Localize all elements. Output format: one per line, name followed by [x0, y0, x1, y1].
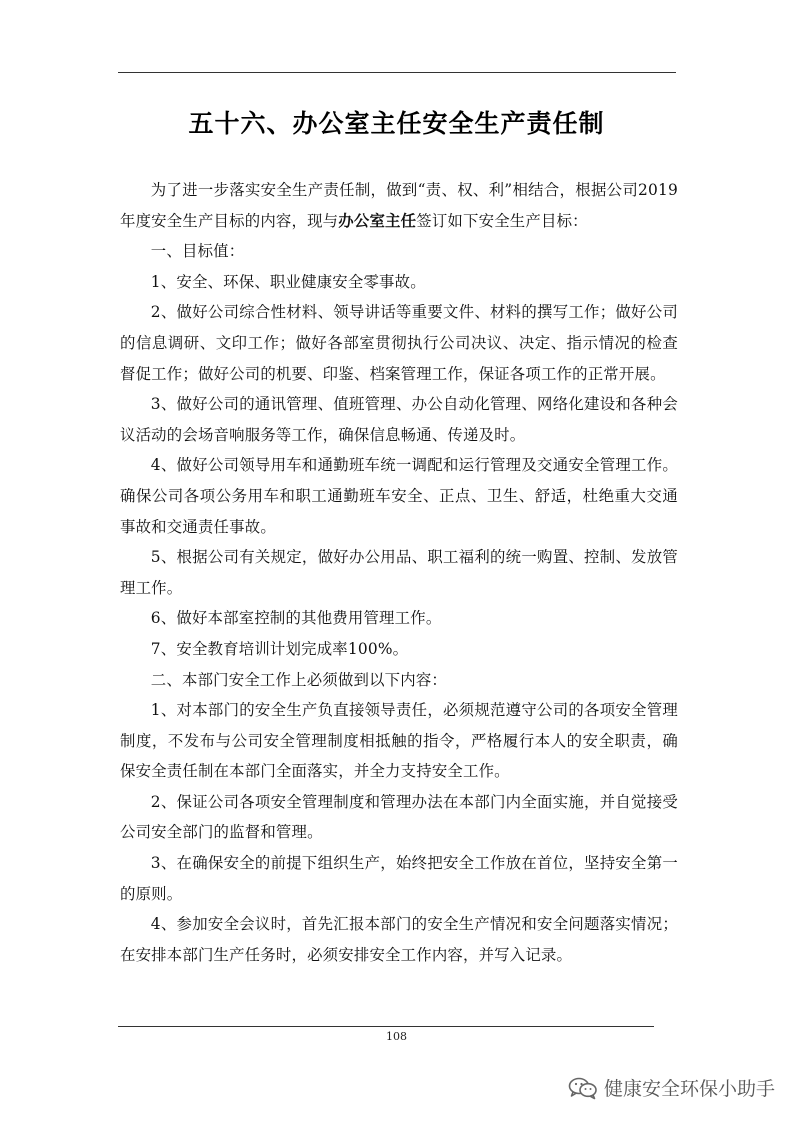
intro-text: 为了进一步落实安全生产责任制，做到“责、权、利”相结合，根据公司2019年度安全生产目标的内容，现与 — [120, 181, 678, 230]
requirement-item-2: 2、保证公司各项安全管理制度和管理办法在本部门内全面实施，并自觉接受公司安全部门的监督和管理。 — [120, 792, 678, 842]
wechat-icon — [568, 1076, 598, 1100]
document-body — [120, 175, 678, 970]
footer-rule — [118, 1026, 654, 1027]
intro-paragraph — [120, 175, 678, 236]
requirement-item-1: 1、对本部门的安全生产负直接领导责任，必须规范遵守公司的各项安全管理制度，不发布与公司安全管理制度相抵触的指令，严格履行本人的安全职责，确保安全责任制在本部门全面落实，并全力支持安全工作。 — [120, 701, 678, 781]
page-number: 108 — [386, 1030, 407, 1043]
target-item-1: 1、安全、环保、职业健康安全零事故。 — [150, 272, 426, 291]
section-heading-requirements: 二、本部门安全工作上必须做到以下内容： — [150, 670, 448, 689]
intro-text-end: 签订如下安全生产目标： — [416, 211, 588, 230]
target-item-7: 7、安全教育培训计划完成率100%。 — [150, 639, 409, 658]
watermark — [568, 1074, 775, 1101]
target-item-2: 2、做好公司综合性材料、领导讲话等重要文件、材料的撰写工作；做好公司的信息调研、文印工作；做好各部室贯彻执行公司决议、决定、指示情况的检查督促工作；做好公司的机要、印鉴、档案管理工作，保证各项工作的正常开展。 — [120, 303, 678, 383]
requirement-item-3: 3、在确保安全的前提下组织生产，始终把安全工作放在首位，坚持安全第一的原则。 — [120, 854, 678, 903]
header-rule — [118, 72, 676, 73]
watermark-text: 健康安全环保小助手 — [603, 1078, 775, 1100]
intro-bold-role: 办公室主任 — [338, 211, 417, 230]
document-title: 五十六、办公室主任安全生产责任制 — [188, 109, 605, 138]
requirement-item-4: 4、参加安全会议时，首先汇报本部门的安全生产情况和安全问题落实情况；在安排本部门生产任务时，必须安排安全工作内容，并写入记录。 — [120, 915, 678, 964]
target-item-4: 4、做好公司领导用车和通勤班车统一调配和运行管理及交通安全管理工作。确保公司各项公务用车和职工通勤班车安全、正点、卫生、舒适，杜绝重大交通事故和交通责任事故。 — [120, 456, 678, 536]
target-item-5: 5、根据公司有关规定，做好办公用品、职工福利的统一购置、控制、发放管理工作。 — [120, 548, 678, 597]
target-item-6: 6、做好本部室控制的其他费用管理工作。 — [150, 609, 442, 628]
section-heading-targets: 一、目标值： — [150, 242, 245, 261]
target-item-3: 3、做好公司的通讯管理、值班管理、办公自动化管理、网络化建设和各种会议活动的会场音响服务等工作，确保信息畅通、传递及时。 — [120, 395, 678, 444]
